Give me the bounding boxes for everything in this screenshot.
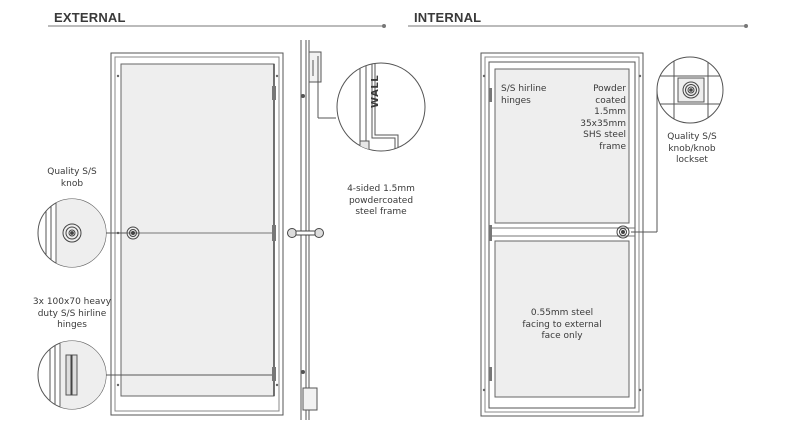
frame-label: 4-sided 1.5mm powdercoated steel frame — [347, 184, 415, 217]
hinge-mark-bottom — [272, 367, 276, 381]
hinges-external-label: 3x 100x70 heavy duty S/S hirline hinges — [32, 297, 112, 330]
internal-hinge-top — [489, 88, 492, 102]
wall-label: WALL — [370, 74, 381, 108]
hinges-internal-label: S/S hirline hinges — [501, 84, 547, 106]
internal-title: INTERNAL — [414, 10, 482, 25]
internal-hinge-bottom — [489, 367, 492, 381]
lockset-detail-callout — [657, 55, 725, 125]
lockset-label: Quality S/S knob/knob lockset — [667, 132, 717, 165]
external-title: EXTERNAL — [54, 10, 126, 25]
wall-detail-callout — [337, 60, 425, 161]
facing-label: 0.55mm steel facing to external face only — [522, 308, 602, 341]
hinge-mark-middle — [272, 225, 276, 241]
knob-label: Quality S/S knob — [47, 167, 97, 189]
knob-detail-callout — [38, 195, 116, 275]
external-door-leaf — [121, 64, 274, 396]
shs-frame-label: Powder coated 1.5mm 35x35mm SHS steel frame — [580, 84, 626, 152]
hinge-mark-top — [272, 86, 276, 100]
internal-hinge-middle — [489, 225, 492, 241]
